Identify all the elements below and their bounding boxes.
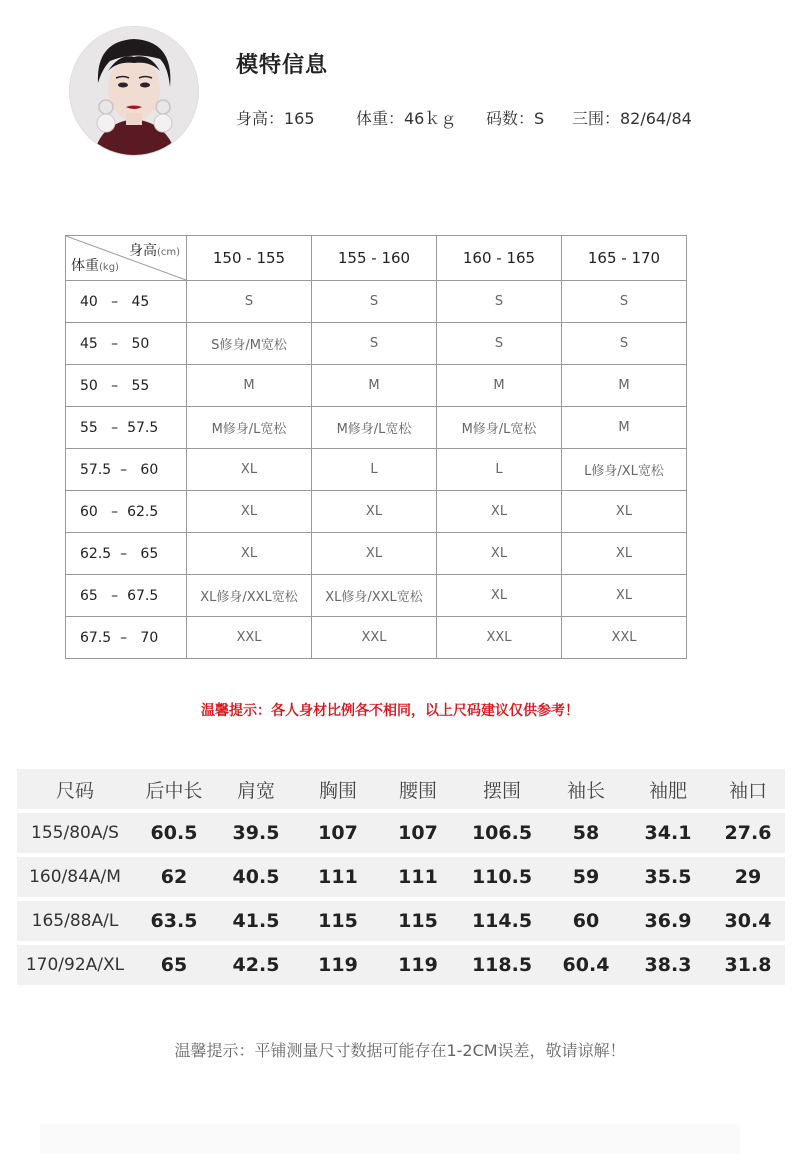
size-cell: S bbox=[187, 281, 312, 323]
measurement-value: 60.4 bbox=[547, 945, 625, 985]
measurement-value: 36.9 bbox=[625, 901, 711, 941]
height-column-header: 165 - 170 bbox=[562, 236, 687, 281]
size-cell: XL bbox=[437, 575, 562, 617]
measurement-value: 30.4 bbox=[711, 901, 785, 941]
measurement-value: 35.5 bbox=[625, 857, 711, 897]
model-info-section bbox=[0, 0, 800, 190]
corner-height-label: 身高(cm) bbox=[128, 243, 180, 259]
size-cell: XXL bbox=[562, 617, 687, 659]
size-advice-note: 温馨提示：各人身材比例各不相同，以上尺码建议仅供参考！ bbox=[201, 703, 579, 719]
height-column-header: 160 - 165 bbox=[437, 236, 562, 281]
size-cell: XL bbox=[187, 449, 312, 491]
measurement-row bbox=[17, 901, 785, 941]
column-header: 肩宽 bbox=[215, 769, 297, 809]
measurement-header-row bbox=[17, 769, 785, 809]
measurement-value: 111 bbox=[297, 857, 379, 897]
weight-range: 62.5 – 65 bbox=[66, 533, 187, 575]
size-cell: S bbox=[312, 281, 437, 323]
measurement-value: 62 bbox=[133, 857, 215, 897]
measurement-value: 34.1 bbox=[625, 813, 711, 853]
size-cell: XXL bbox=[437, 617, 562, 659]
size-cell: S bbox=[562, 281, 687, 323]
size-grid-corner bbox=[66, 236, 187, 281]
measurement-value: 111 bbox=[379, 857, 457, 897]
size-cell: M bbox=[437, 365, 562, 407]
measurement-value: 41.5 bbox=[215, 901, 297, 941]
column-header: 摆围 bbox=[457, 769, 547, 809]
measurement-value: 42.5 bbox=[215, 945, 297, 985]
size-cell: M bbox=[187, 365, 312, 407]
size-cell: XXL bbox=[187, 617, 312, 659]
size-cell: S修身/M宽松 bbox=[187, 323, 312, 365]
model-portrait-image bbox=[70, 27, 198, 155]
garment-measurement-table bbox=[17, 765, 785, 989]
size-cell: XL修身/XXL宽松 bbox=[187, 575, 312, 617]
size-cell: XL bbox=[437, 533, 562, 575]
size-cell: S bbox=[437, 323, 562, 365]
size-cell: XL bbox=[437, 491, 562, 533]
measurement-value: 60 bbox=[547, 901, 625, 941]
measurement-value: 115 bbox=[297, 901, 379, 941]
size-cell: XXL bbox=[312, 617, 437, 659]
column-header: 袖长 bbox=[547, 769, 625, 809]
size-cell: M修身/L宽松 bbox=[312, 407, 437, 449]
size-cell: XL bbox=[312, 491, 437, 533]
size-cell: M修身/L宽松 bbox=[437, 407, 562, 449]
size-cell: XL bbox=[562, 491, 687, 533]
size-cell: M bbox=[562, 407, 687, 449]
size-cell: XL bbox=[562, 533, 687, 575]
size-cell: XL修身/XXL宽松 bbox=[312, 575, 437, 617]
measurement-value: 118.5 bbox=[457, 945, 547, 985]
size-cell: L bbox=[312, 449, 437, 491]
measurement-value: 29 bbox=[711, 857, 785, 897]
measurement-value: 59 bbox=[547, 857, 625, 897]
size-cell: S bbox=[437, 281, 562, 323]
size-cell: S bbox=[562, 323, 687, 365]
size-grid-row bbox=[66, 407, 687, 449]
size-code: 170/92A/XL bbox=[17, 945, 133, 985]
size-grid-header-row bbox=[66, 236, 687, 281]
measurement-value: 63.5 bbox=[133, 901, 215, 941]
weight-range: 50 – 55 bbox=[66, 365, 187, 407]
model-avatar bbox=[70, 27, 198, 155]
weight-range: 57.5 – 60 bbox=[66, 449, 187, 491]
weight-range: 60 – 62.5 bbox=[66, 491, 187, 533]
size-cell: M修身/L宽松 bbox=[187, 407, 312, 449]
measurement-value: 119 bbox=[379, 945, 457, 985]
column-header: 胸围 bbox=[297, 769, 379, 809]
height-column-header: 155 - 160 bbox=[312, 236, 437, 281]
size-cell: XL bbox=[187, 491, 312, 533]
weight-range: 67.5 – 70 bbox=[66, 617, 187, 659]
size-cell: XL bbox=[562, 575, 687, 617]
column-header: 尺码 bbox=[17, 769, 133, 809]
size-cell: XL bbox=[187, 533, 312, 575]
size-recommendation-grid bbox=[65, 235, 687, 659]
size-grid-row bbox=[66, 281, 687, 323]
model-info-title: 模特信息 bbox=[236, 53, 329, 78]
measurement-value: 60.5 bbox=[133, 813, 215, 853]
size-code: 160/84A/M bbox=[17, 857, 133, 897]
size-grid-row bbox=[66, 323, 687, 365]
measurement-value: 119 bbox=[297, 945, 379, 985]
footer-divider bbox=[40, 1124, 740, 1154]
model-weight: 体重：46ｋｇ bbox=[356, 109, 457, 128]
model-height: 身高：165 bbox=[236, 109, 315, 128]
measurement-row bbox=[17, 945, 785, 985]
measurement-value: 110.5 bbox=[457, 857, 547, 897]
height-column-header: 150 - 155 bbox=[187, 236, 312, 281]
measurement-error-note: 温馨提示：平铺测量尺寸数据可能存在1-2CM误差，敬请谅解！ bbox=[174, 1041, 626, 1060]
model-size: 码数：S bbox=[486, 109, 545, 128]
measurement-value: 40.5 bbox=[215, 857, 297, 897]
size-grid-row bbox=[66, 575, 687, 617]
size-grid-row bbox=[66, 533, 687, 575]
column-header: 腰围 bbox=[379, 769, 457, 809]
weight-range: 55 – 57.5 bbox=[66, 407, 187, 449]
weight-range: 40 – 45 bbox=[66, 281, 187, 323]
measurement-row bbox=[17, 813, 785, 853]
measurement-value: 39.5 bbox=[215, 813, 297, 853]
size-cell: L bbox=[437, 449, 562, 491]
model-measurements: 三围：82/64/84 bbox=[572, 109, 692, 128]
measurement-value: 27.6 bbox=[711, 813, 785, 853]
size-code: 165/88A/L bbox=[17, 901, 133, 941]
model-stats bbox=[236, 106, 692, 129]
corner-weight-label: 体重(kg) bbox=[71, 258, 119, 274]
weight-range: 45 – 50 bbox=[66, 323, 187, 365]
size-grid-row bbox=[66, 449, 687, 491]
weight-range: 65 – 67.5 bbox=[66, 575, 187, 617]
measurement-value: 31.8 bbox=[711, 945, 785, 985]
size-grid-row bbox=[66, 365, 687, 407]
size-cell: XL bbox=[312, 533, 437, 575]
size-code: 155/80A/S bbox=[17, 813, 133, 853]
column-header: 后中长 bbox=[133, 769, 215, 809]
size-grid-row bbox=[66, 491, 687, 533]
measurement-value: 38.3 bbox=[625, 945, 711, 985]
size-cell: M bbox=[312, 365, 437, 407]
size-grid-row bbox=[66, 617, 687, 659]
measurement-row bbox=[17, 857, 785, 897]
measurement-value: 106.5 bbox=[457, 813, 547, 853]
column-header: 袖口 bbox=[711, 769, 785, 809]
size-cell: S bbox=[312, 323, 437, 365]
measurement-value: 58 bbox=[547, 813, 625, 853]
measurement-value: 107 bbox=[297, 813, 379, 853]
measurement-value: 107 bbox=[379, 813, 457, 853]
measurement-value: 114.5 bbox=[457, 901, 547, 941]
size-cell: M bbox=[562, 365, 687, 407]
measurement-value: 115 bbox=[379, 901, 457, 941]
measurement-value: 65 bbox=[133, 945, 215, 985]
size-cell: L修身/XL宽松 bbox=[562, 449, 687, 491]
column-header: 袖肥 bbox=[625, 769, 711, 809]
